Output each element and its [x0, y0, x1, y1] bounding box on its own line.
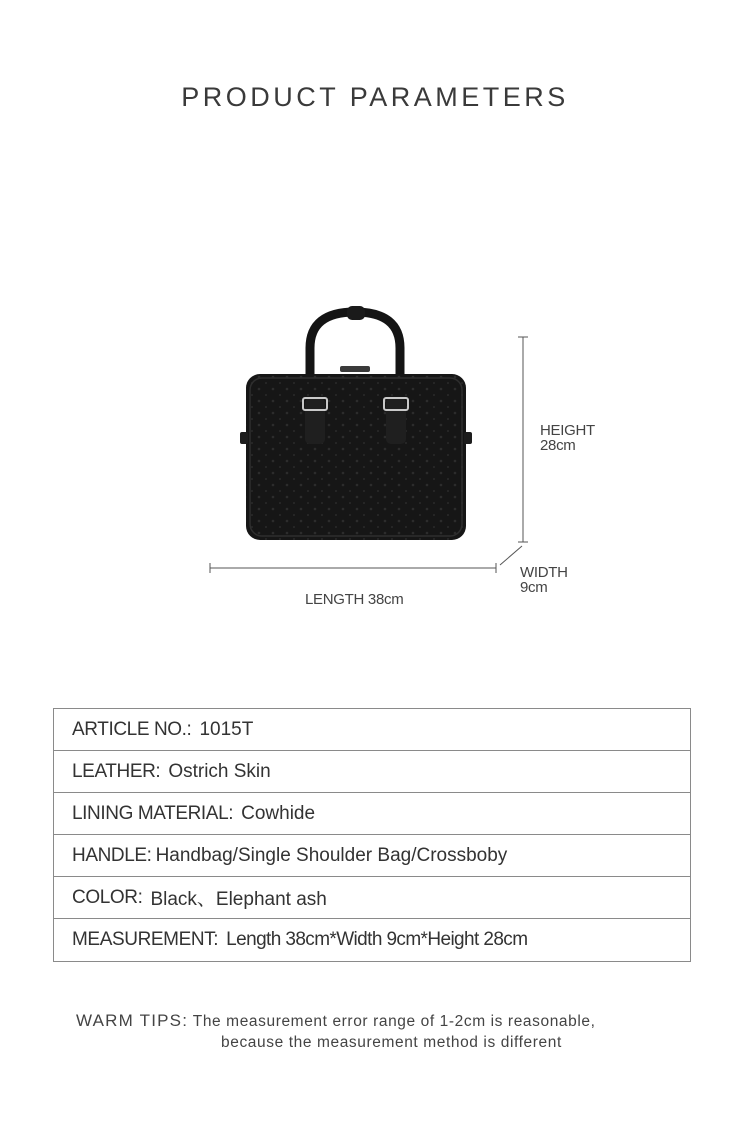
height-value: 28cm [540, 437, 576, 454]
spec-value: 1015T [199, 718, 254, 740]
page-title: PRODUCT PARAMETERS [181, 82, 569, 112]
spec-row-measurement [54, 919, 690, 961]
product-figure [200, 290, 620, 620]
spec-row-color [54, 877, 690, 919]
spec-label: COLOR: [72, 886, 143, 908]
warm-tips [76, 1010, 696, 1053]
spec-row-leather [54, 751, 690, 793]
spec-row-article [54, 709, 690, 751]
spec-label: LINING MATERIAL: [72, 802, 234, 824]
tips-line-2: because the measurement method is different [221, 1034, 562, 1051]
spec-row-handle [54, 835, 690, 877]
spec-value: Length 38cm*Width 9cm*Height 28cm [226, 929, 528, 950]
spec-label: ARTICLE NO.: [72, 718, 192, 740]
spec-label: HANDLE: [72, 844, 152, 866]
tips-line-1: The measurement error range of 1-2cm is reasonable, [192, 1013, 596, 1030]
height-label: HEIGHT [540, 422, 595, 439]
spec-row-lining [54, 793, 690, 835]
width-label: WIDTH [520, 564, 568, 581]
spec-label: MEASUREMENT: [72, 929, 219, 950]
spec-value: Handbag/Single Shoulder Bag/Crossboby [155, 844, 508, 866]
width-value: 9cm [520, 579, 548, 596]
tips-label: WARM TIPS: [76, 1011, 189, 1030]
spec-table [53, 708, 691, 962]
length-label: LENGTH 38cm [305, 591, 404, 608]
spec-value: Cowhide [241, 802, 316, 824]
spec-label: LEATHER: [72, 760, 161, 782]
spec-value: Ostrich Skin [168, 760, 271, 782]
spec-value: Black、Elephant ash [150, 889, 327, 910]
